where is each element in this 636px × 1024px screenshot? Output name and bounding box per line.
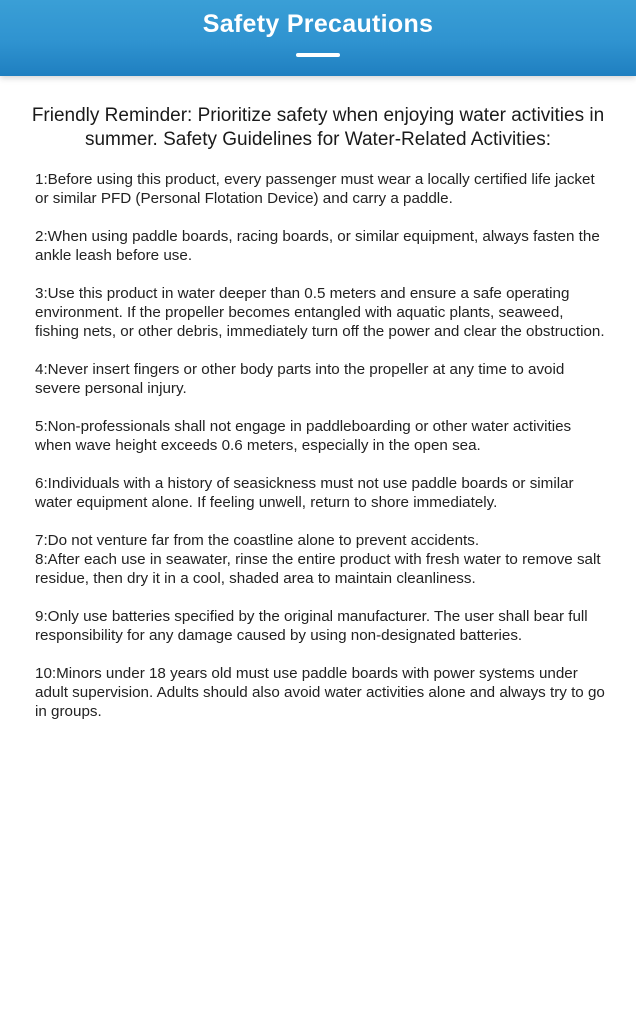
list-item: 7:Do not venture far from the coastline alone to prevent accidents. [35,532,480,549]
content-area [0,76,636,721]
page-header [0,0,636,76]
list-item: 9:Only use batteries specified by the original manufacturer. The user shall bear full responsibility for any damage caused by using non-designated batteries. [35,608,588,644]
list-item: 5:Non-professionals shall not engage in paddleboarding or other water activities when wave height exceeds 0.6 meters, especially in the open sea. [35,418,572,454]
list-item: 2:When using paddle boards, racing boards, or similar equipment, always fasten the ankle leash before use. [35,228,600,264]
intro-text: Friendly Reminder: Prioritize safety when enjoying water activities in summer. Safety Guidelines for Water-Related Activities: [31,105,605,150]
list-item: 10:Minors under 18 years old must use paddle boards with power systems under adult supervision. Adults should also avoid water activities alone and always try to go in groups. [35,665,605,720]
list-item: 6:Individuals with a history of seasickness must not use paddle boards or similar water equipment alone. If feeling unwell, return to shore immediately. [35,475,574,511]
title-underline [296,53,340,57]
page-title: Safety Precautions [202,10,434,38]
list-item: 1:Before using this product, every passenger must wear a locally certified life jacket or similar PFD (Personal Flotation Device) and carry a paddle. [35,171,595,207]
list-item: 3:Use this product in water deeper than 0.5 meters and ensure a safe operating environment. If the propeller becomes entangled with aquatic plants, seaweed, fishing nets, or other debris, immediately turn off the power and clear the obstruction. [35,285,605,340]
list-item: 8:After each use in seawater, rinse the entire product with fresh water to remove salt residue, then dry it in a cool, shaded area to maintain cleanliness. [35,551,601,587]
list-item: 4:Never insert fingers or other body parts into the propeller at any time to avoid severe personal injury. [35,361,565,397]
guidelines-list [35,170,610,721]
